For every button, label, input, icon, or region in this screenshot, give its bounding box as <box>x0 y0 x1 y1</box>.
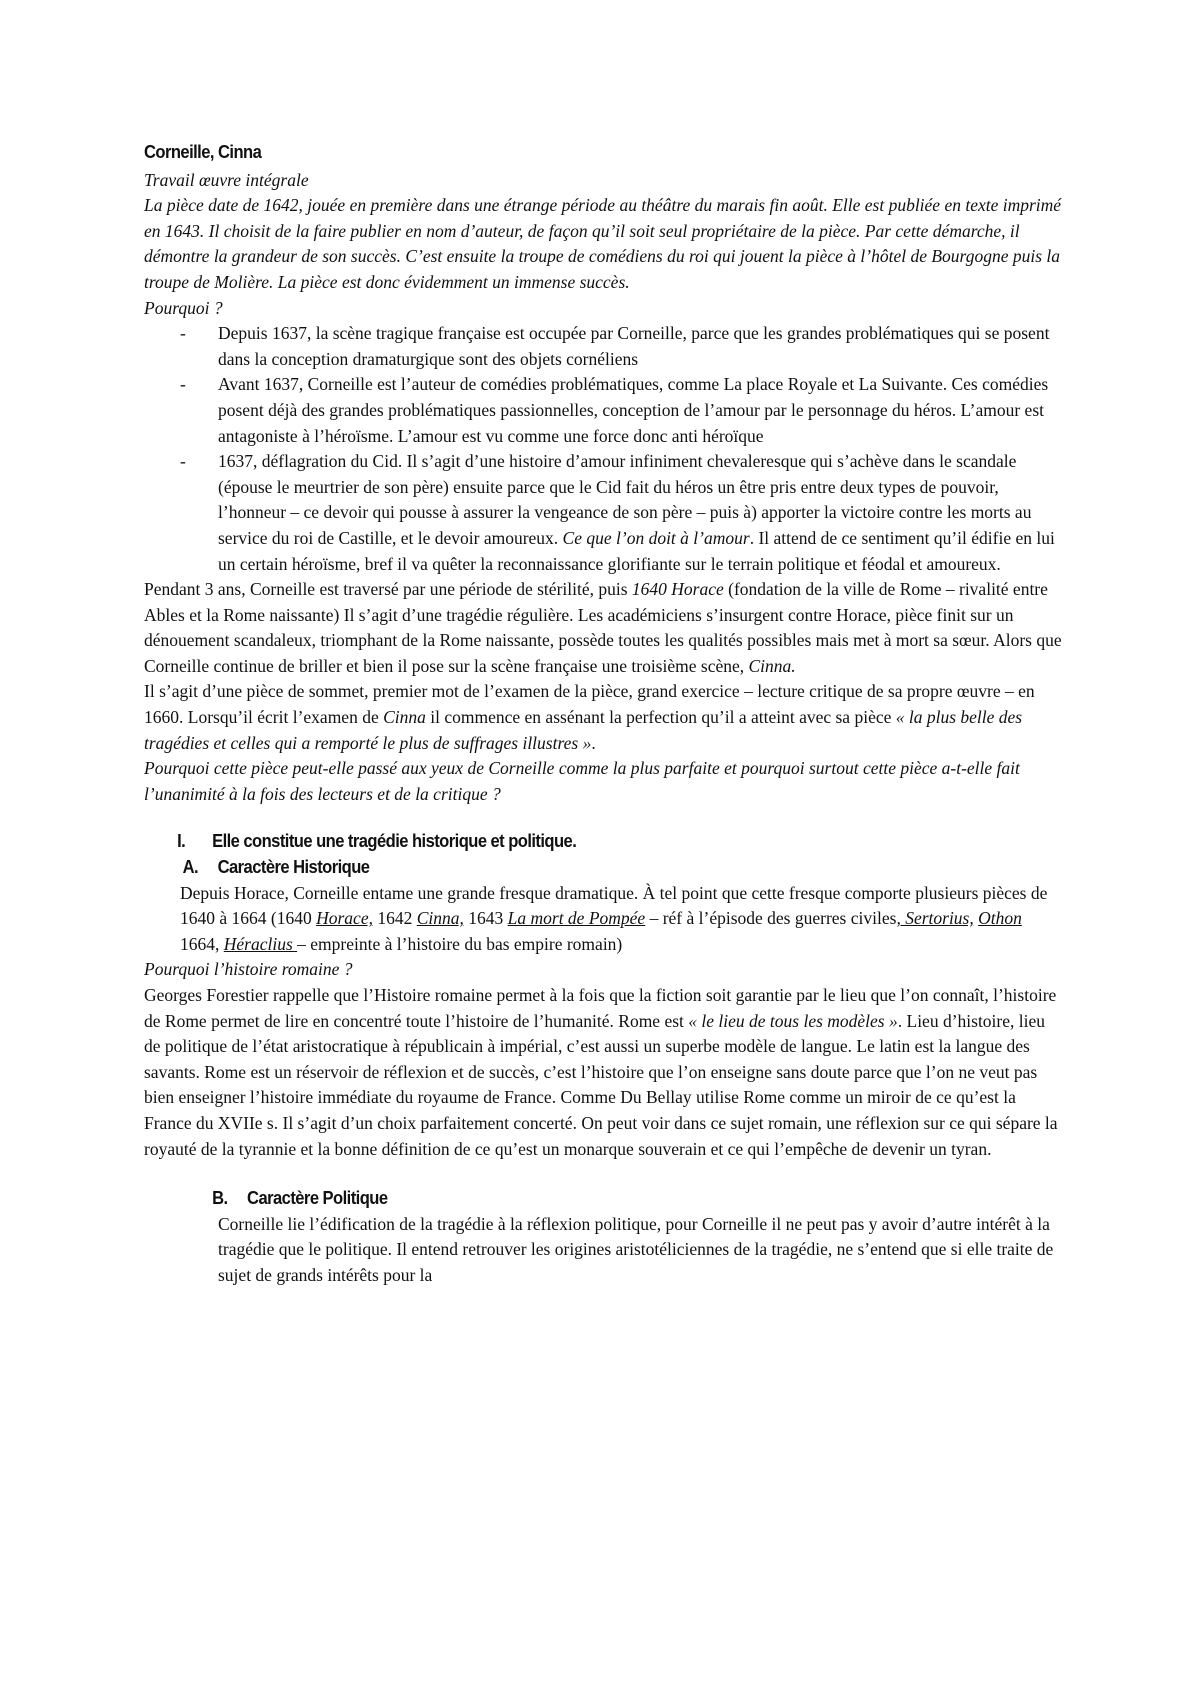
document-subtitle: Travail œuvre intégrale <box>144 169 309 190</box>
paragraph-forestier: Georges Forestier rappelle que l’Histoire romaine permet à la fois que la fiction soit garantie par le lieu que l’on connaît, l’histoire de Rome permet de lire en concentré toute l’histoire de l’humanité. Rome est « le lieu de tous les modèles ». Lieu d’histoire, lieu de politique de l’état aristocratique à républicain à impérial, c’est aussi un superbe modèle de langue. Le latin est la langue des savants. Rome est un réservoir de réflexion et de succès, c’est l’histoire que l’on enseigne sans doute parce que l’on ne veut pas bien enseigner l’histoire immédiate du royaume de France. Comme Du Bellay utilise Rome comme un miroir de ce qu’est la France du XVIIe s. Il s’agit d’un choix parfaitement concerté. On peut voir dans ce sujet romain, une réflexion sur ce qui sépare la royauté de la tyrannie et la bonne définition de ce qu’est un monarque souverain et ce qui l’empêche de devenir un tyran. <box>144 985 1058 1159</box>
paragraph-fresque: Depuis Horace, Corneille entame une grande fresque dramatique. À tel point que cette fresque comporte plusieurs pièces de 1640 à 1664 (1640 Horace, 1642 Cinna, 1643 La mort de Pompée – réf à l’épisode des guerres civiles, Sertorius, Othon 1664, Héraclius – empreinte à l’histoire du bas empire romain) <box>180 882 1048 954</box>
section-heading-a: A. Caractère Historique <box>182 857 370 878</box>
section-heading-1: I. Elle constitue une tragédie historique et politique. <box>177 831 577 852</box>
paragraph-pendant: Pendant 3 ans, Corneille est traversé par une période de stérilité, puis 1640 Horace (fondation de la ville de Rome – rivalité entre Ables et la Rome naissante) Il s’agit d’une tragédie régulière. Les académiciens s’insurgent contre Horace, pièce finit sur un dénouement scandaleux, triomphant de la Rome naissante, possède toutes les qualités possibles mais met à mort sa sœur. Alors que Corneille continue de briller et bien il pose sur la scène française une troisième scène, Cinna. <box>144 579 1062 676</box>
pourquoi-romaine-heading: Pourquoi l’histoire romaine ? <box>144 959 353 980</box>
paragraph-sommet: Il s’agit d’une pièce de sommet, premier mot de l’examen de la pièce, grand exercice – lecture critique de sa propre œuvre – en 1660. Lorsqu’il écrit l’examen de Cinna il commence en assénant la perfection qu’il a atteint avec sa pièce « la plus belle des tragédies et celles qui a remporté le plus de suffrages illustres ». <box>144 681 1035 753</box>
paragraph-politique: Corneille lie l’édification de la tragédie à la réflexion politique, pour Corneille il ne peut pas y avoir d’autre intérêt à la tragédie que le politique. Il entend retrouver les origines aristotéliciennes de la tragédie, ne s’entend que si elle traite de sujet de grands intérêts pour la <box>218 1213 1054 1285</box>
list-item: - 1637, déflagration du Cid. Il s’agit d’une histoire d’amour infiniment chevaleresque qui s’achève dans le scandale (épouse le meurtrier de son père) ensuite parce que le Cid fait du héros un être pris entre deux types de pouvoir, l’honneur – ce devoir qui pousse à assurer la vengeance de son père – puis à) apporter la victoire contre les morts au service du roi de Castille, et le devoir amoureux. Ce que l’on doit à l’amour. Il attend de ce sentiment qu’il édifie en lui un certain héroïsme, bref il va quêter la reconnaissance glorifiante sur le terrain politique et féodal et amoureux. <box>144 449 1064 577</box>
section-heading-b: B. Caractère Politique <box>212 1188 388 1209</box>
reasons-list <box>144 321 1064 577</box>
pourquoi-heading: Pourquoi ? <box>144 297 223 318</box>
list-item: - Avant 1637, Corneille est l’auteur de comédies problématiques, comme La place Royale et La Suivante. Ces comédies posent déjà des grandes problématiques passionnelles, conception de l’amour par le personnage du héros. L’amour est antagoniste à l’héroïsme. L’amour est vu comme une force donc anti héroïque <box>144 372 1064 449</box>
problematic-question: Pourquoi cette pièce peut-elle passé aux yeux de Corneille comme la plus parfaite et pourquoi surtout cette pièce a-t-elle fait l’unanimité à la fois des lecteurs et de la critique ? <box>144 758 1020 804</box>
document-page <box>144 140 1064 1289</box>
intro-paragraph: La pièce date de 1642, jouée en première dans une étrange période au théâtre du marais fin août. Elle est publiée en texte imprimé en 1643. Il choisit de la faire publier en nom d’auteur, de façon qu’il soit seul propriétaire de la pièce. Par cette démarche, il démontre la grandeur de son succès. C’est ensuite la troupe de comédiens du roi qui jouent la pièce à l’hôtel de Bourgogne puis la troupe de Molière. La pièce est donc évidemment un immense succès. <box>144 195 1062 292</box>
document-title: Corneille, Cinna <box>144 142 262 162</box>
list-item: - Depuis 1637, la scène tragique française est occupée par Corneille, parce que les grandes problématiques qui se posent dans la conception dramaturgique sont des objets cornéliens <box>144 321 1064 372</box>
